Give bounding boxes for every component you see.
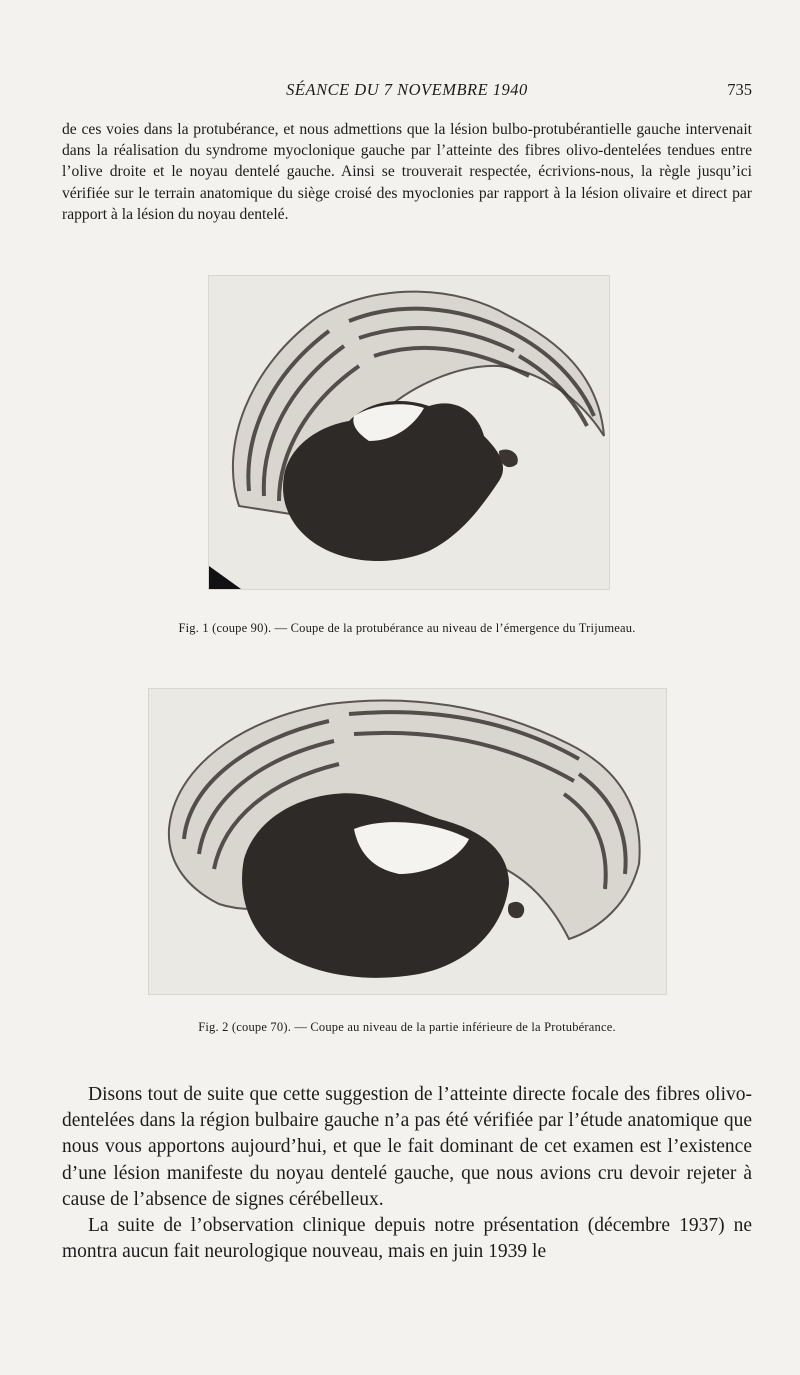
body-paragraph-2: La suite de l’observation clinique depuis notre présentation (décembre 1937) ne montra aucun fait neurologique nouveau, mais en juin 1939 le xyxy=(62,1215,752,1263)
intro-paragraph: de ces voies dans la protubérance, et nous admettions que la lésion bulbo-protubérantielle gauche intervenait dans la réalisation du syndrome myoclonique gauche par l’atteinte des fibres olivo-dentelées tendues entre l’olive droite et le noyau dentelé gauche. Ainsi se trouverait respectée, écrivions-nous, la règle jusqu’ici vérifiée sur le terrain anatomique du siège croisé des myoclonies par rapport à la lésion olivaire et direct par rapport à la lésion du noyau dentelé. xyxy=(62,121,752,223)
figure-2-caption: Fig. 2 (coupe 70). — Coupe au niveau de la partie inférieure de la Protubérance. xyxy=(198,1020,616,1034)
figure-1-caption: Fig. 1 (coupe 90). — Coupe de la protubérance au niveau de l’émergence du Trijumeau. xyxy=(178,621,636,635)
page-header xyxy=(62,80,752,104)
running-title: SÉANCE DU 7 NOVEMBRE 1940 xyxy=(286,80,528,99)
body-text xyxy=(62,1082,752,1265)
figure-1-section-drawing xyxy=(209,276,609,589)
body-paragraph-1: Disons tout de suite que cette suggestion de l’atteinte directe focale des fibres olivo-dentelées dans la région bulbaire gauche n’a pas été vérifiée par l’étude anatomique que nous vous apportons aujourd’hui, et que le fait dominant de cet examen est l’existence d’une lésion manifeste du noyau dentelé gauche, que nous avions cru devoir rejeter à cause de l’absence de signes cérébelleux. xyxy=(62,1084,752,1210)
page-number: 735 xyxy=(727,80,752,99)
figure-2-section-drawing xyxy=(149,689,666,994)
figure-1-image xyxy=(208,275,610,590)
figure-2-image xyxy=(148,688,667,995)
